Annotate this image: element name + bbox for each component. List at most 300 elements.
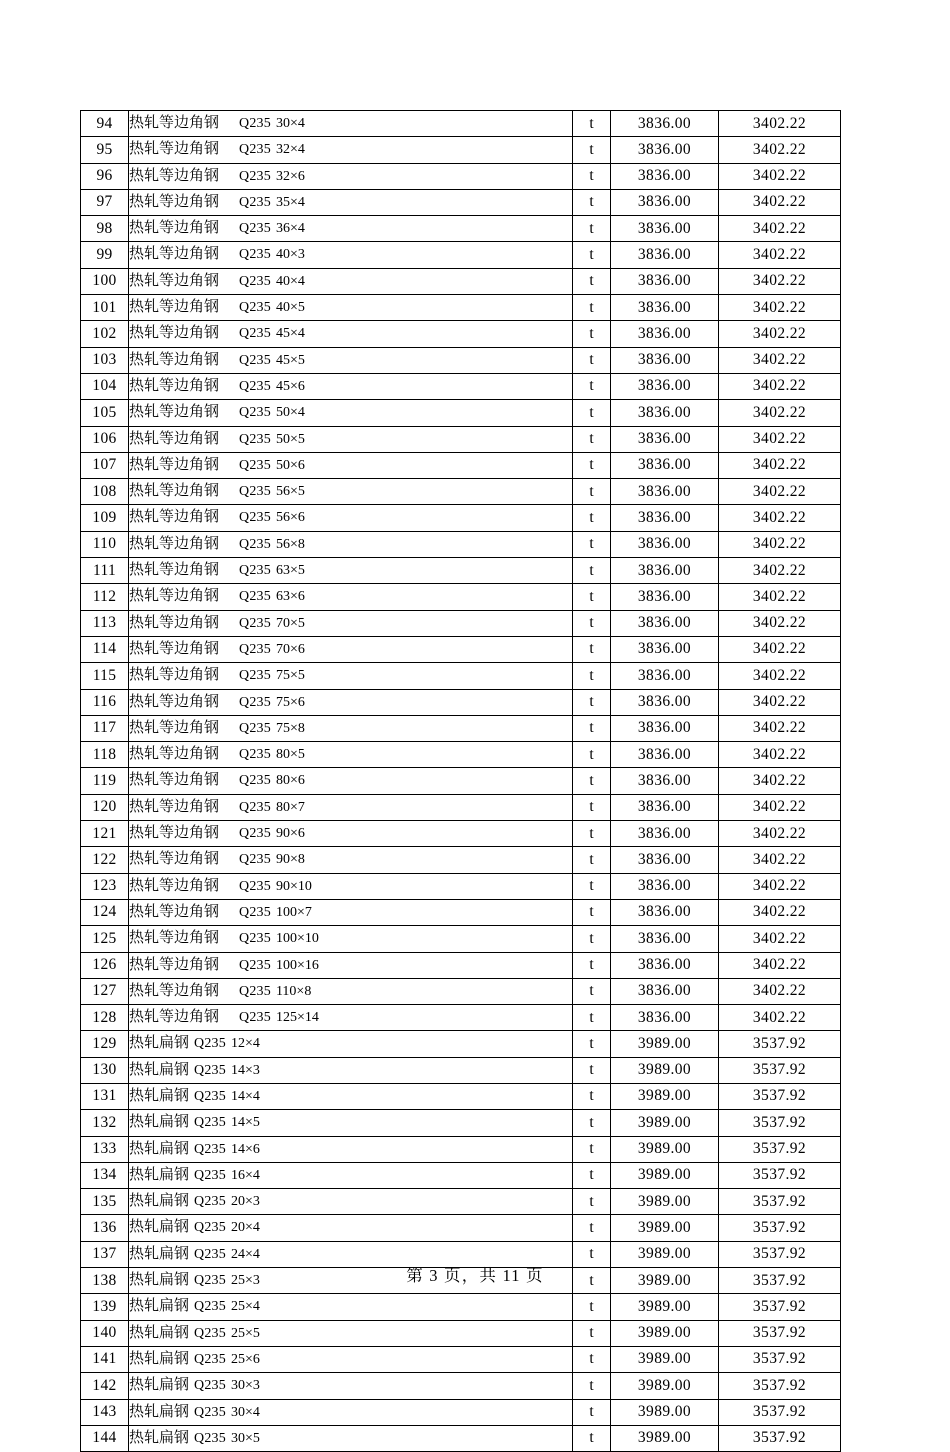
dimension-spec: 25×6 — [230, 1351, 260, 1367]
unit-cell: t — [573, 636, 611, 662]
price-without-tax-cell: 3402.22 — [719, 584, 841, 610]
table-row — [81, 1215, 841, 1241]
dimension-spec: 90×10 — [275, 878, 312, 894]
row-index-cell: 111 — [81, 558, 129, 584]
unit-cell: t — [573, 847, 611, 873]
steel-grade: Q235 — [239, 510, 271, 526]
material-description-cell — [129, 663, 573, 689]
price-without-tax-cell: 3402.22 — [719, 610, 841, 636]
table-row — [81, 452, 841, 478]
material-name: 热轧等边角钢 — [129, 483, 220, 500]
price-with-tax-cell: 3989.00 — [611, 1110, 719, 1136]
unit-cell: t — [573, 295, 611, 321]
table-row — [81, 1320, 841, 1346]
row-index-cell: 97 — [81, 189, 129, 215]
table-row — [81, 268, 841, 294]
table-row — [81, 1110, 841, 1136]
unit-cell: t — [573, 189, 611, 215]
dimension-spec: 45×6 — [275, 378, 305, 394]
table-row — [81, 1057, 841, 1083]
unit-cell: t — [573, 584, 611, 610]
steel-grade: Q235 — [239, 563, 271, 579]
row-index-cell: 102 — [81, 321, 129, 347]
dimension-spec: 63×5 — [275, 563, 305, 579]
row-index-cell: 144 — [81, 1425, 129, 1451]
spacer — [219, 663, 239, 687]
price-without-tax-cell: 3402.22 — [719, 531, 841, 557]
unit-cell: t — [573, 1294, 611, 1320]
row-index-cell: 135 — [81, 1189, 129, 1215]
row-index-cell: 124 — [81, 899, 129, 925]
steel-grade: Q235 — [239, 221, 271, 237]
dimension-spec: 30×4 — [275, 116, 305, 131]
material-name: 热轧等边角钢 — [129, 404, 220, 421]
table-row — [81, 1162, 841, 1188]
material-name: 热轧等边角钢 — [129, 956, 220, 973]
material-name: 热轧扁钢 — [129, 1035, 190, 1052]
table-row — [81, 1005, 841, 1031]
steel-grade: Q235 — [194, 1299, 226, 1315]
material-name: 热轧扁钢 — [129, 1114, 190, 1131]
price-with-tax-cell: 3989.00 — [611, 1399, 719, 1425]
price-without-tax-cell: 3537.92 — [719, 1320, 841, 1346]
material-description-cell — [129, 505, 573, 531]
unit-cell: t — [573, 1346, 611, 1372]
price-without-tax-cell: 3402.22 — [719, 847, 841, 873]
price-with-tax-cell: 3989.00 — [611, 1083, 719, 1109]
row-index-cell: 143 — [81, 1399, 129, 1425]
material-description-cell — [129, 111, 573, 137]
material-name: 热轧扁钢 — [129, 1087, 190, 1104]
price-with-tax-cell: 3836.00 — [611, 505, 719, 531]
dimension-spec: 56×8 — [275, 536, 305, 552]
material-name: 热轧等边角钢 — [129, 746, 220, 763]
dimension-spec: 16×4 — [230, 1167, 260, 1183]
spacer — [219, 690, 239, 714]
price-without-tax-cell: 3402.22 — [719, 216, 841, 242]
dimension-spec: 75×8 — [275, 720, 305, 736]
material-name: 热轧等边角钢 — [129, 246, 220, 263]
spacer — [219, 190, 239, 214]
dimension-spec: 30×3 — [230, 1378, 260, 1394]
material-description-cell — [129, 1215, 573, 1241]
material-name: 热轧等边角钢 — [129, 167, 220, 184]
dimension-spec: 56×6 — [275, 510, 305, 526]
material-name: 热轧等边角钢 — [129, 614, 220, 631]
steel-grade: Q235 — [194, 1194, 226, 1210]
row-index-cell: 126 — [81, 952, 129, 978]
price-without-tax-cell: 3537.92 — [719, 1031, 841, 1057]
material-description-cell — [129, 636, 573, 662]
steel-grade: Q235 — [239, 641, 271, 657]
material-description-cell — [129, 1425, 573, 1451]
row-index-cell: 104 — [81, 373, 129, 399]
price-with-tax-cell: 3836.00 — [611, 531, 719, 557]
price-with-tax-cell: 3836.00 — [611, 163, 719, 189]
steel-grade: Q235 — [194, 1378, 226, 1394]
unit-cell: t — [573, 111, 611, 137]
price-with-tax-cell: 3836.00 — [611, 584, 719, 610]
table-row — [81, 873, 841, 899]
material-description-cell — [129, 558, 573, 584]
row-index-cell: 134 — [81, 1162, 129, 1188]
unit-cell: t — [573, 1110, 611, 1136]
table-row — [81, 636, 841, 662]
material-description-cell — [129, 216, 573, 242]
dimension-spec: 50×6 — [275, 457, 305, 473]
material-description-cell — [129, 295, 573, 321]
price-without-tax-cell: 3402.22 — [719, 715, 841, 741]
material-description-cell — [129, 847, 573, 873]
material-description-cell — [129, 1136, 573, 1162]
material-name: 热轧扁钢 — [129, 1377, 190, 1394]
dimension-spec: 12×4 — [230, 1036, 260, 1052]
price-without-tax-cell: 3402.22 — [719, 321, 841, 347]
unit-cell: t — [573, 373, 611, 399]
unit-cell: t — [573, 1136, 611, 1162]
material-name: 热轧等边角钢 — [129, 667, 220, 684]
dimension-spec: 35×4 — [275, 194, 305, 210]
spacer — [219, 900, 239, 924]
dimension-spec: 80×5 — [275, 747, 305, 763]
material-name: 热轧扁钢 — [129, 1061, 190, 1078]
price-with-tax-cell: 3836.00 — [611, 373, 719, 399]
table-row — [81, 531, 841, 557]
steel-grade: Q235 — [239, 826, 271, 842]
steel-grade: Q235 — [239, 694, 271, 710]
table-row — [81, 400, 841, 426]
table-row — [81, 426, 841, 452]
material-description-cell — [129, 1083, 573, 1109]
unit-cell: t — [573, 558, 611, 584]
dimension-spec: 90×8 — [275, 852, 305, 868]
spacer — [219, 427, 239, 451]
steel-grade: Q235 — [239, 747, 271, 763]
steel-grade: Q235 — [239, 168, 271, 184]
price-without-tax-cell: 3402.22 — [719, 347, 841, 373]
material-name: 热轧等边角钢 — [129, 562, 220, 579]
unit-cell: t — [573, 1189, 611, 1215]
price-with-tax-cell: 3836.00 — [611, 794, 719, 820]
dimension-spec: 100×7 — [275, 904, 312, 920]
dimension-spec: 24×4 — [230, 1246, 260, 1262]
price-without-tax-cell: 3537.92 — [719, 1215, 841, 1241]
price-with-tax-cell: 3836.00 — [611, 268, 719, 294]
price-with-tax-cell: 3836.00 — [611, 742, 719, 768]
table-row — [81, 216, 841, 242]
price-with-tax-cell: 3989.00 — [611, 1268, 719, 1294]
spacer — [219, 505, 239, 529]
unit-cell: t — [573, 452, 611, 478]
spacer — [219, 242, 239, 266]
steel-grade: Q235 — [194, 1325, 226, 1341]
steel-grade: Q235 — [239, 878, 271, 894]
unit-cell: t — [573, 926, 611, 952]
price-without-tax-cell: 3402.22 — [719, 768, 841, 794]
material-description-cell — [129, 821, 573, 847]
material-name: 热轧等边角钢 — [129, 851, 220, 868]
material-description-cell — [129, 479, 573, 505]
steel-grade: Q235 — [239, 668, 271, 684]
material-description-cell — [129, 426, 573, 452]
unit-cell: t — [573, 505, 611, 531]
spacer — [219, 111, 239, 135]
price-without-tax-cell: 3402.22 — [719, 137, 841, 163]
row-index-cell: 128 — [81, 1005, 129, 1031]
material-description-cell — [129, 1320, 573, 1346]
steel-grade: Q235 — [239, 1010, 271, 1026]
table-row — [81, 794, 841, 820]
material-description-cell — [129, 1005, 573, 1031]
material-name: 热轧扁钢 — [129, 1219, 190, 1236]
table-row — [81, 610, 841, 636]
material-name: 热轧等边角钢 — [129, 325, 220, 342]
steel-grade: Q235 — [239, 799, 271, 815]
dimension-spec: 32×6 — [275, 168, 305, 184]
unit-cell: t — [573, 610, 611, 636]
price-with-tax-cell: 3989.00 — [611, 1215, 719, 1241]
unit-cell: t — [573, 873, 611, 899]
price-without-tax-cell: 3537.92 — [719, 1346, 841, 1372]
material-name: 热轧等边角钢 — [129, 877, 220, 894]
spacer — [219, 453, 239, 477]
dimension-spec: 63×6 — [275, 589, 305, 605]
price-without-tax-cell: 3402.22 — [719, 400, 841, 426]
dimension-spec: 125×14 — [275, 1010, 319, 1026]
steel-grade: Q235 — [194, 1246, 226, 1262]
price-without-tax-cell: 3537.92 — [719, 1294, 841, 1320]
row-index-cell: 136 — [81, 1215, 129, 1241]
spacer — [219, 979, 239, 1003]
price-with-tax-cell: 3836.00 — [611, 216, 719, 242]
unit-cell: t — [573, 1005, 611, 1031]
unit-cell: t — [573, 978, 611, 1004]
price-with-tax-cell: 3989.00 — [611, 1294, 719, 1320]
material-description-cell — [129, 873, 573, 899]
material-description-cell — [129, 1399, 573, 1425]
spacer — [219, 216, 239, 240]
dimension-spec: 25×4 — [230, 1299, 260, 1315]
material-description-cell — [129, 189, 573, 215]
material-name: 热轧扁钢 — [129, 1298, 190, 1315]
spacer — [219, 637, 239, 661]
price-without-tax-cell: 3402.22 — [719, 242, 841, 268]
material-description-cell — [129, 137, 573, 163]
table-row — [81, 821, 841, 847]
material-name: 热轧扁钢 — [129, 1140, 190, 1157]
spacer — [219, 137, 239, 161]
row-index-cell: 117 — [81, 715, 129, 741]
row-index-cell: 109 — [81, 505, 129, 531]
dimension-spec: 80×7 — [275, 799, 305, 815]
material-description-cell — [129, 899, 573, 925]
material-name: 热轧等边角钢 — [129, 640, 220, 657]
price-with-tax-cell: 3836.00 — [611, 899, 719, 925]
price-with-tax-cell: 3989.00 — [611, 1373, 719, 1399]
table-row — [81, 847, 841, 873]
dimension-spec: 40×3 — [275, 247, 305, 263]
dimension-spec: 75×6 — [275, 694, 305, 710]
row-index-cell: 120 — [81, 794, 129, 820]
material-name: 热轧等边角钢 — [129, 982, 220, 999]
steel-grade: Q235 — [194, 1036, 226, 1052]
row-index-cell: 137 — [81, 1241, 129, 1267]
price-with-tax-cell: 3989.00 — [611, 1031, 719, 1057]
price-with-tax-cell: 3836.00 — [611, 479, 719, 505]
row-index-cell: 119 — [81, 768, 129, 794]
price-without-tax-cell: 3402.22 — [719, 821, 841, 847]
material-description-cell — [129, 400, 573, 426]
material-name: 热轧等边角钢 — [129, 509, 220, 526]
steel-grade: Q235 — [194, 1062, 226, 1078]
row-index-cell: 125 — [81, 926, 129, 952]
row-index-cell: 114 — [81, 636, 129, 662]
dimension-spec: 50×5 — [275, 431, 305, 447]
steel-grade: Q235 — [239, 273, 271, 289]
price-with-tax-cell: 3836.00 — [611, 821, 719, 847]
price-with-tax-cell: 3836.00 — [611, 111, 719, 137]
material-name: 热轧等边角钢 — [129, 1009, 220, 1026]
price-with-tax-cell: 3836.00 — [611, 715, 719, 741]
table-row — [81, 689, 841, 715]
material-name: 热轧扁钢 — [129, 1166, 190, 1183]
steel-grade: Q235 — [239, 194, 271, 210]
row-index-cell: 100 — [81, 268, 129, 294]
unit-cell: t — [573, 1162, 611, 1188]
row-index-cell: 110 — [81, 531, 129, 557]
unit-cell: t — [573, 1215, 611, 1241]
material-name: 热轧等边角钢 — [129, 930, 220, 947]
price-without-tax-cell: 3537.92 — [719, 1083, 841, 1109]
material-description-cell — [129, 768, 573, 794]
table-row — [81, 899, 841, 925]
table-row — [81, 163, 841, 189]
price-with-tax-cell: 3836.00 — [611, 558, 719, 584]
material-description-cell — [129, 1031, 573, 1057]
spacer — [219, 926, 239, 950]
material-description-cell — [129, 531, 573, 557]
material-description-cell — [129, 347, 573, 373]
price-without-tax-cell: 3402.22 — [719, 111, 841, 137]
table-row — [81, 1136, 841, 1162]
spacer — [219, 164, 239, 188]
unit-cell: t — [573, 794, 611, 820]
row-index-cell: 112 — [81, 584, 129, 610]
price-with-tax-cell: 3836.00 — [611, 189, 719, 215]
price-without-tax-cell: 3402.22 — [719, 663, 841, 689]
material-name: 热轧扁钢 — [129, 1272, 190, 1289]
material-name: 热轧等边角钢 — [129, 903, 220, 920]
price-with-tax-cell: 3989.00 — [611, 1057, 719, 1083]
price-with-tax-cell: 3989.00 — [611, 1320, 719, 1346]
row-index-cell: 94 — [81, 111, 129, 137]
row-index-cell: 133 — [81, 1136, 129, 1162]
material-name: 热轧等边角钢 — [129, 430, 220, 447]
row-index-cell: 115 — [81, 663, 129, 689]
dimension-spec: 14×4 — [230, 1088, 260, 1104]
price-with-tax-cell: 3836.00 — [611, 689, 719, 715]
steel-grade: Q235 — [194, 1351, 226, 1367]
material-name: 热轧等边角钢 — [129, 588, 220, 605]
row-index-cell: 101 — [81, 295, 129, 321]
price-with-tax-cell: 3836.00 — [611, 347, 719, 373]
table-row — [81, 742, 841, 768]
steel-grade: Q235 — [239, 116, 271, 131]
material-name: 热轧等边角钢 — [129, 798, 220, 815]
price-without-tax-cell: 3537.92 — [719, 1110, 841, 1136]
steel-grade: Q235 — [239, 457, 271, 473]
steel-grade: Q235 — [239, 931, 271, 947]
unit-cell: t — [573, 321, 611, 347]
row-index-cell: 127 — [81, 978, 129, 1004]
table-row — [81, 715, 841, 741]
steel-grade: Q235 — [239, 378, 271, 394]
table-row — [81, 978, 841, 1004]
material-description-cell — [129, 163, 573, 189]
price-without-tax-cell: 3402.22 — [719, 295, 841, 321]
row-index-cell: 108 — [81, 479, 129, 505]
steel-grade: Q235 — [239, 904, 271, 920]
material-description-cell — [129, 1057, 573, 1083]
table-row — [81, 479, 841, 505]
dimension-spec: 20×3 — [230, 1194, 260, 1210]
dimension-spec: 40×5 — [275, 300, 305, 316]
price-table-container — [80, 110, 840, 1452]
price-without-tax-cell: 3537.92 — [719, 1268, 841, 1294]
dimension-spec: 30×4 — [230, 1404, 260, 1420]
price-with-tax-cell: 3836.00 — [611, 242, 719, 268]
unit-cell: t — [573, 1373, 611, 1399]
steel-grade: Q235 — [194, 1141, 226, 1157]
row-index-cell: 138 — [81, 1268, 129, 1294]
steel-grade: Q235 — [194, 1115, 226, 1131]
steel-grade: Q235 — [239, 983, 271, 999]
price-with-tax-cell: 3989.00 — [611, 1346, 719, 1372]
unit-cell: t — [573, 1320, 611, 1346]
price-with-tax-cell: 3989.00 — [611, 1241, 719, 1267]
price-with-tax-cell: 3836.00 — [611, 636, 719, 662]
price-without-tax-cell: 3402.22 — [719, 373, 841, 399]
dimension-spec: 45×5 — [275, 352, 305, 368]
table-row — [81, 1189, 841, 1215]
price-with-tax-cell: 3989.00 — [611, 1136, 719, 1162]
price-with-tax-cell: 3836.00 — [611, 137, 719, 163]
material-description-cell — [129, 742, 573, 768]
table-row — [81, 347, 841, 373]
price-without-tax-cell: 3402.22 — [719, 952, 841, 978]
table-row — [81, 952, 841, 978]
material-name: 热轧等边角钢 — [129, 299, 220, 316]
table-row — [81, 242, 841, 268]
row-index-cell: 98 — [81, 216, 129, 242]
material-name: 热轧等边角钢 — [129, 535, 220, 552]
price-without-tax-cell: 3402.22 — [719, 636, 841, 662]
spacer — [219, 295, 239, 319]
price-without-tax-cell: 3402.22 — [719, 899, 841, 925]
unit-cell: t — [573, 899, 611, 925]
price-without-tax-cell: 3402.22 — [719, 1005, 841, 1031]
spacer — [219, 847, 239, 871]
price-without-tax-cell: 3402.22 — [719, 479, 841, 505]
table-row — [81, 1083, 841, 1109]
material-description-cell — [129, 268, 573, 294]
material-name: 热轧等边角钢 — [129, 351, 220, 368]
price-without-tax-cell: 3402.22 — [719, 268, 841, 294]
dimension-spec: 70×6 — [275, 641, 305, 657]
unit-cell: t — [573, 1031, 611, 1057]
material-description-cell — [129, 452, 573, 478]
material-name: 热轧等边角钢 — [129, 719, 220, 736]
